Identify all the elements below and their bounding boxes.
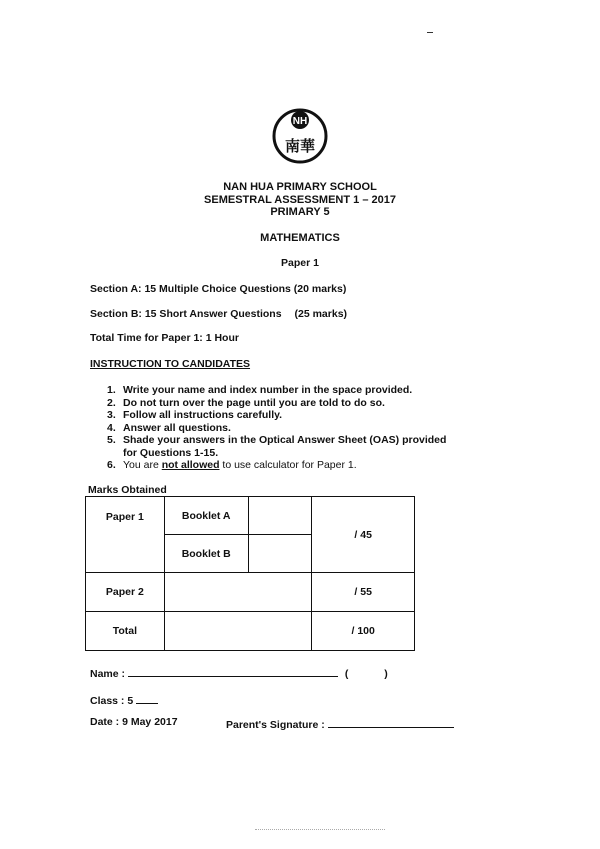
name-line[interactable]	[128, 665, 338, 677]
instructions-heading: INSTRUCTION TO CANDIDATES	[90, 358, 251, 370]
total-score-cell	[164, 612, 312, 651]
parent-signature-line[interactable]	[328, 716, 454, 728]
instruction-item: 1. Write your name and index number in the space provided.	[107, 384, 413, 396]
not-allowed-emphasis: not allowed	[161, 459, 220, 471]
marks-heading: Marks Obtained	[88, 484, 167, 496]
class-field	[90, 692, 158, 707]
assessment-title: SEMESTRAL ASSESSMENT 1 – 2017	[204, 194, 396, 206]
class-line[interactable]	[136, 692, 158, 704]
paper1-max: / 45	[312, 497, 415, 573]
logo-chinese-name: 南華	[284, 137, 316, 155]
paper2-score-cell	[164, 573, 312, 612]
booklet-b-score-cell	[248, 535, 312, 573]
class-label: Class : 5	[90, 695, 134, 707]
total-label: Total	[86, 612, 165, 651]
section-b	[90, 308, 347, 320]
name-field: Name : ( )	[90, 665, 388, 680]
section-a: Section A: 15 Multiple Choice Questions (20 marks)	[90, 283, 347, 295]
section-b-label: Section B: 15 Short Answer Questions	[90, 308, 282, 320]
school-name: NAN HUA PRIMARY SCHOOL	[223, 181, 377, 193]
school-logo	[268, 106, 332, 164]
paper-title: Paper 1	[281, 257, 319, 269]
subject-title: MATHEMATICS	[260, 232, 340, 244]
instruction-item: for Questions 1-15.	[123, 446, 219, 459]
instruction-item: 4. Answer all questions.	[107, 421, 231, 434]
scan-mark	[427, 32, 433, 33]
instructions-list	[107, 384, 446, 459]
level-title: PRIMARY 5	[270, 206, 330, 218]
parent-signature-field	[226, 716, 454, 731]
date-text: Date : 9 May 2017	[90, 716, 178, 728]
scan-mark-bottom	[255, 829, 385, 831]
parent-signature-label: Parent's Signature :	[226, 719, 325, 731]
paper2-label: Paper 2	[86, 573, 165, 612]
section-b-marks: (25 marks)	[294, 308, 348, 320]
marks-table	[85, 496, 415, 651]
instruction-item: 3. Follow all instructions carefully.	[107, 409, 283, 421]
booklet-a-label: Booklet A	[164, 497, 248, 535]
instruction-item: 5. Shade your answers in the Optical Answer Sheet (OAS) provided	[107, 434, 447, 446]
booklet-a-score-cell	[248, 497, 312, 535]
name-label: Name :	[90, 668, 126, 680]
paper2-max: / 55	[312, 573, 415, 612]
total-time: Total Time for Paper 1: 1 Hour	[90, 332, 239, 344]
instruction-item-6: 6. You are not allowed to use calculator for Paper 1.	[107, 459, 357, 471]
paper1-label: Paper 1	[86, 497, 165, 573]
logo-initials: NH	[292, 116, 308, 127]
instruction-item: 2. Do not turn over the page until you are told to do so.	[107, 396, 385, 409]
total-max: / 100	[312, 612, 415, 651]
booklet-b-label: Booklet B	[164, 535, 248, 573]
